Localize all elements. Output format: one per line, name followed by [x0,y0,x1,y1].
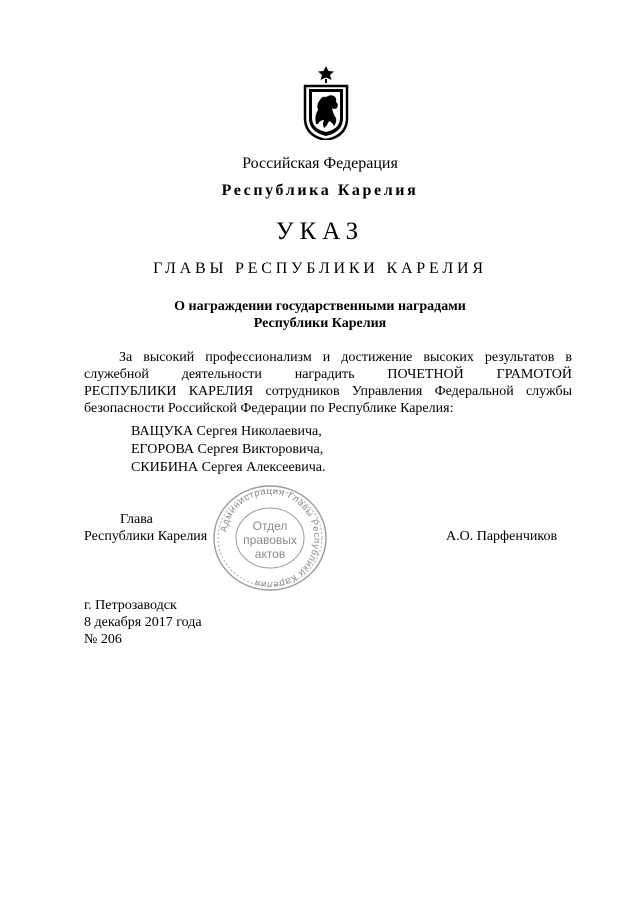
signatory-position-line-1: Глава [120,512,153,527]
document-type: УКАЗ [275,218,365,245]
issuer-title: ГЛАВЫ РЕСПУБЛИКИ КАРЕЛИЯ [153,260,487,277]
body-line-3: РЕСПУБЛИКИ КАРЕЛИЯ сотрудников Управления Федеральной службы [84,384,572,399]
document-number: № 206 [84,632,122,647]
body-paragraph [84,349,572,417]
body-line-2: служебной деятельности наградить ПОЧЕТНОЙ ГРАМОТОЙ [84,367,572,382]
awardee-item: ВАЩУКА Сергея Николаевича, [131,424,322,439]
body-line-1: За высокий профессионализм и достижение высоких результатов в [119,350,572,365]
body-line-4: безопасности Российской Федерации по Республике Карелия: [84,401,454,416]
signatory-name: А.О. Парфенчиков [446,529,558,544]
karelia-coat-of-arms-icon [302,66,350,140]
signatory-position-line-2: Республики Карелия [84,529,208,544]
country-title: Российская Федерация [242,155,398,172]
issue-date: 8 декабря 2017 года [84,615,202,630]
document-subject [0,298,640,332]
awardee-item: СКИБИНА Сергея Алексеевича. [131,460,326,475]
subject-line-2: Республики Карелия [253,316,387,331]
stamp-center-line-2: правовых [243,533,297,547]
issue-city: г. Петрозаводск [84,598,177,613]
awardee-list [131,423,326,477]
awardee-item: ЕГОРОВА Сергея Викторовича, [131,442,324,457]
subject-line-1: О награждении государственными наградами [174,299,466,314]
stamp-center-line-3: актов [254,547,286,561]
stamp-ring-text: Администрация Главы Республики Карелия [218,485,323,591]
republic-title: Республика Карелия [221,182,419,199]
official-stamp [210,483,330,593]
document-footer [84,597,202,648]
stamp-center-line-1: Отдел [252,519,288,533]
